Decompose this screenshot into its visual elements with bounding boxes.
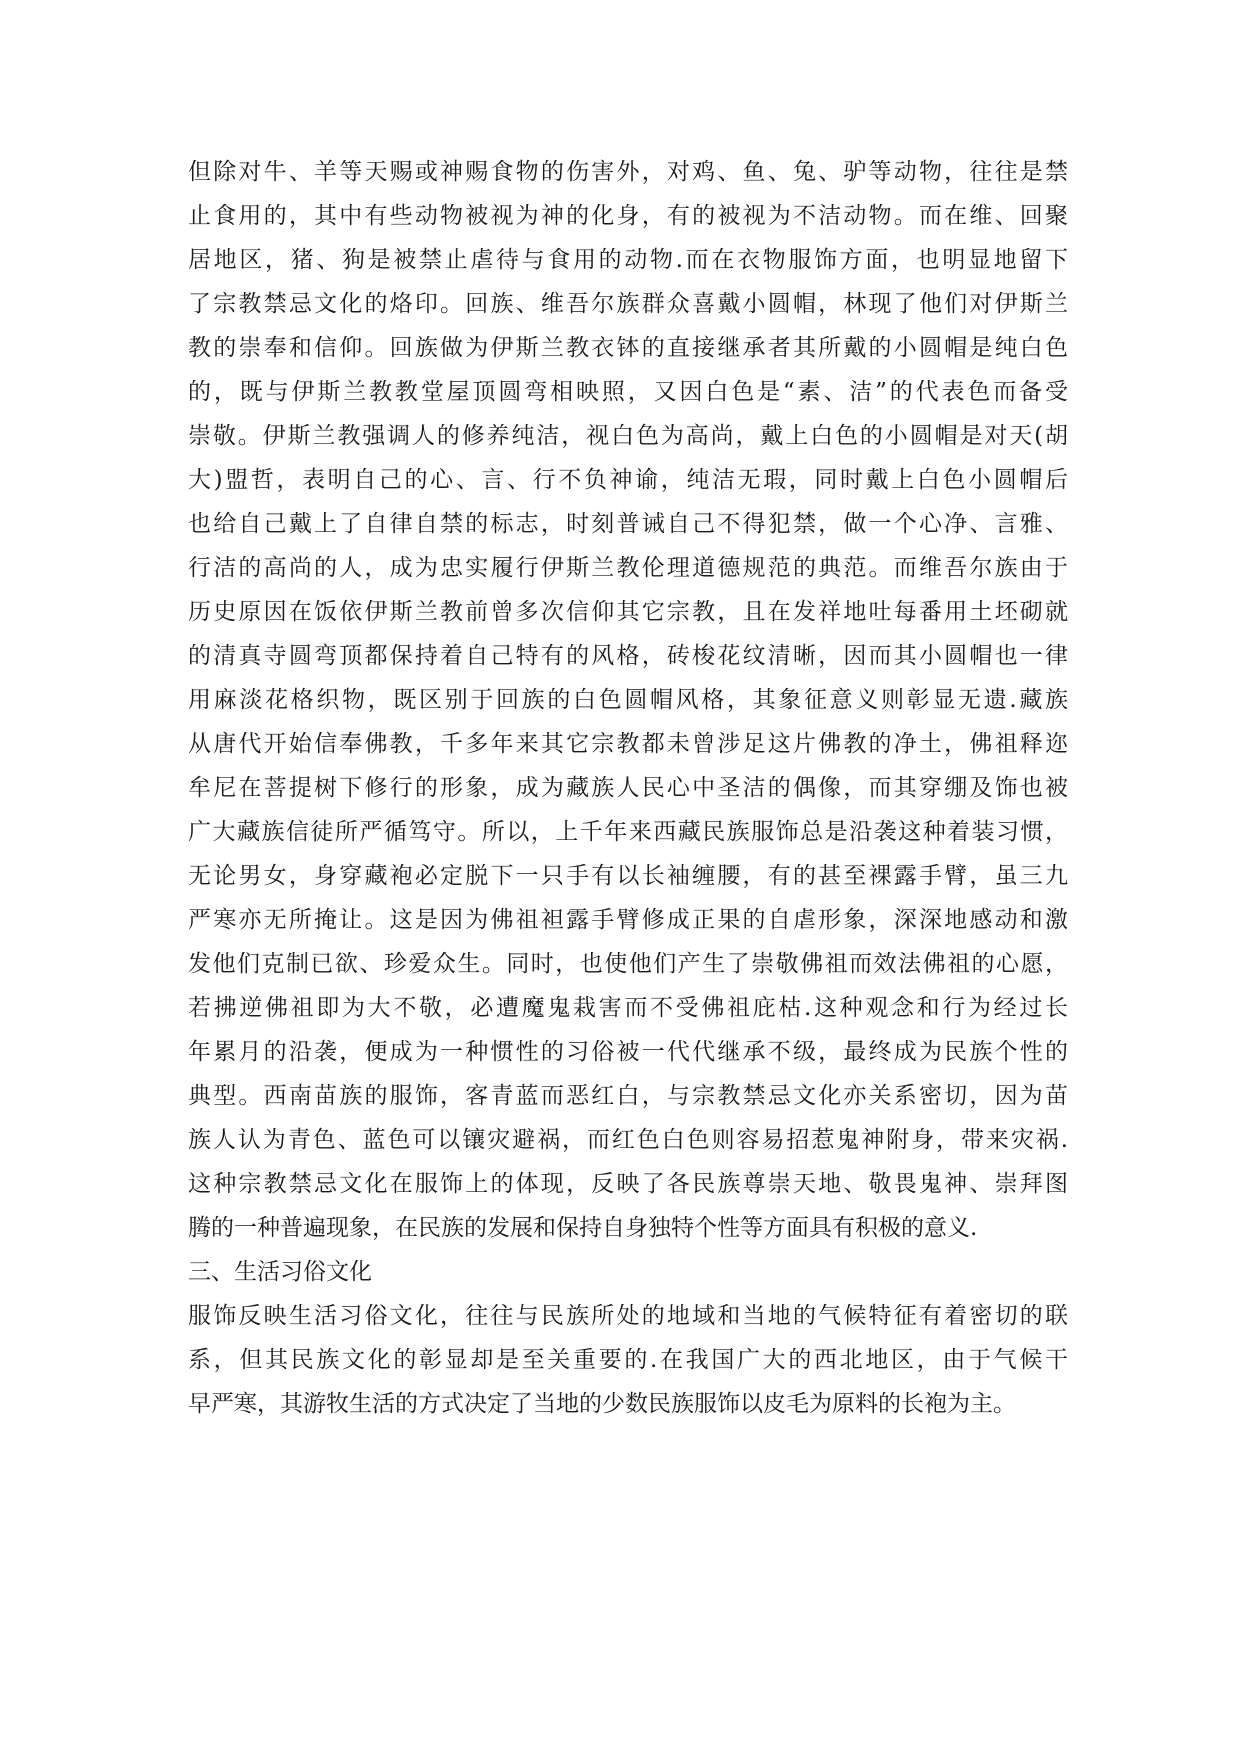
body-text xyxy=(188,150,1068,1426)
text-line: 历史原因在饭依伊斯兰教前曾多次信仰其它宗教，且在发祥地吐每番用土坯砌就 xyxy=(188,599,1068,625)
text-line: 早严寒，其游牧生活的方式决定了当地的少数民族服饰以皮毛为原料的长袍为主。 xyxy=(188,1391,1016,1417)
text-line: 崇敬。伊斯兰教强调人的修养纯洁，视白色为高尚，戴上白色的小圆帽是对天(胡 xyxy=(188,423,1068,449)
text-line: 的，既与伊斯兰教教堂屋顶圆弯相映照，又因白色是“素、洁”的代表色而备受 xyxy=(188,379,1068,405)
text-line: 了宗教禁忌文化的烙印。回族、维吾尔族群众喜戴小圆帽，林现了他们对伊斯兰 xyxy=(188,291,1068,317)
text-line: 若拂逆佛祖即为大不敬，必遭魔鬼栽害而不受佛祖庇枯.这种观念和行为经过长 xyxy=(188,995,1068,1021)
text-line: 从唐代开始信奉佛教，千多年来其它宗教都未曾涉足这片佛教的净土，佛祖释迩 xyxy=(188,731,1068,757)
text-line: 用麻淡花格织物，既区别于回族的白色圆帽风格，其象征意义则彰显无遗.藏族 xyxy=(188,687,1068,713)
text-line: 止食用的，其中有些动物被视为神的化身，有的被视为不洁动物。而在维、回聚 xyxy=(188,203,1068,229)
text-line: 教的崇奉和信仰。回族做为伊斯兰教衣钵的直接继承者其所戴的小圆帽是纯白色 xyxy=(188,335,1068,361)
section-heading: 三、生活习俗文化 xyxy=(188,1259,372,1285)
text-line: 无论男女，身穿藏袍必定脱下一只手有以长袖缠腰，有的甚至裸露手臂，虽三九 xyxy=(188,863,1068,889)
text-line: 腾的一种普遍现象，在民族的发展和保持自身独特个性等方面具有积极的意义. xyxy=(188,1215,978,1241)
text-line: 行洁的高尚的人，成为忠实履行伊斯兰教伦理道德规范的典范。而维吾尔族由于 xyxy=(188,555,1068,581)
text-line: 严寒亦无所掩让。这是因为佛祖袒露手臂修成正果的自虐形象，深深地感动和激 xyxy=(188,907,1068,933)
text-line: 族人认为青色、蓝色可以镶灾避祸，而红色白色则容易招惹鬼神附身，带来灾祸. xyxy=(188,1127,1068,1153)
text-line: 也给自己戴上了自律自禁的标志，时刻普诫自己不得犯禁，做一个心净、言雅、 xyxy=(188,511,1068,537)
text-line: 广大藏族信徒所严循笃守。所以，上千年来西藏民族服饰总是沿袭这种着装习惯， xyxy=(188,819,1068,845)
text-line: 牟尼在菩提树下修行的形象，成为藏族人民心中圣洁的偶像，而其穿绷及饰也被 xyxy=(188,775,1068,801)
text-line: 的清真寺圆弯顶都保持着自己特有的风格，砖梭花纹清晰，因而其小圆帽也一律 xyxy=(188,643,1068,669)
text-line: 系，但其民族文化的彰显却是至关重要的.在我国广大的西北地区，由于气候干 xyxy=(188,1347,1068,1373)
text-line: 年累月的沿袭，便成为一种惯性的习俗被一代代继承不级，最终成为民族个性的 xyxy=(188,1039,1068,1065)
text-line: 大)盟哲，表明自己的心、言、行不负神谕，纯洁无瑕，同时戴上白色小圆帽后 xyxy=(188,467,1068,493)
text-line: 居地区，猪、狗是被禁止虐待与食用的动物.而在衣物服饰方面，也明显地留下 xyxy=(188,247,1068,273)
text-line: 服饰反映生活习俗文化，往往与民族所处的地域和当地的气候特征有着密切的联 xyxy=(188,1303,1068,1329)
text-line: 发他们克制已欲、珍爱众生。同时，也使他们产生了崇敬佛祖而效法佛祖的心愿， xyxy=(188,951,1068,977)
text-line: 但除对牛、羊等天赐或神赐食物的伤害外，对鸡、鱼、兔、驴等动物，往往是禁 xyxy=(188,159,1068,185)
text-line: 这种宗教禁忌文化在服饰上的体现，反映了各民族尊崇天地、敬畏鬼神、崇拜图 xyxy=(188,1171,1068,1197)
text-line: 典型。西南苗族的服饰，客青蓝而恶红白，与宗教禁忌文化亦关系密切，因为苗 xyxy=(188,1083,1068,1109)
